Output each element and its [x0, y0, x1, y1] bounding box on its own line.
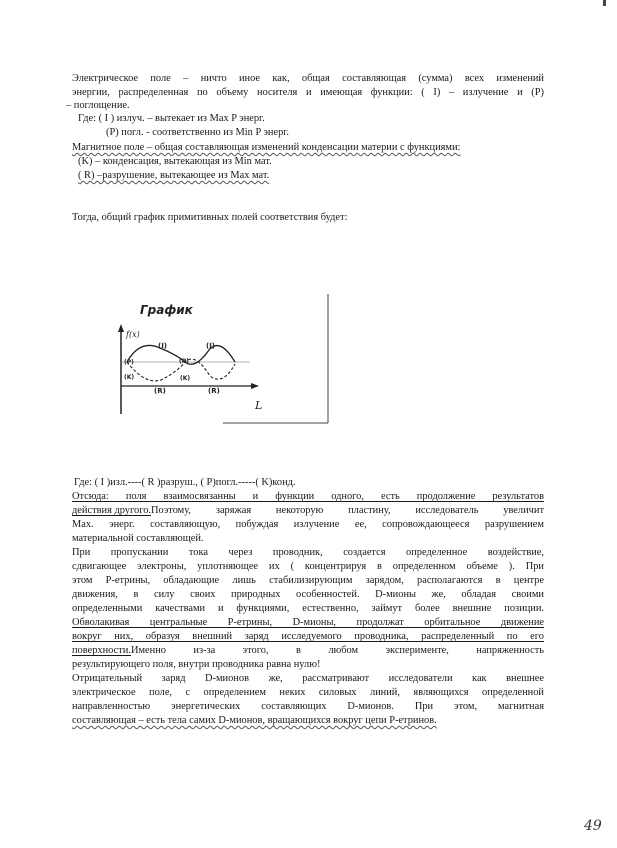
label-R: (R): [208, 387, 220, 395]
text-line: Отсюда: поля взаимосвязанны и функции одного, есть продолжение результатов: [72, 491, 544, 502]
y-axis-arrow: [118, 324, 124, 332]
text-line: Отрицательный заряд D-мионов же, рассматривают исследователи как внешнее: [72, 673, 544, 684]
label-I: (I): [206, 342, 216, 350]
text-line: составляющая – есть тела самих D-мионов, вращающихся вокруг цепи P-етринов.: [72, 715, 437, 726]
text-line: – поглощение.: [66, 100, 130, 111]
text-line: энергии, распределенная по объему носителя и имеющая функции: ( I) – излучение и (P): [72, 87, 544, 98]
label-K: (K): [124, 374, 135, 381]
text-line: вокруг них, образуя внешний заряд исследуемого проводника, распределенный по его: [72, 631, 544, 642]
text-line: ( R) –разрушение, вытекающее из Max мат.: [78, 170, 270, 181]
text-line: этом P-етрины, обладающие лишь стабилизирующим зарядом, располагаются в центре: [72, 575, 544, 586]
text-line: материальной составляющей.: [72, 533, 204, 544]
text-line: [72, 644, 544, 657]
graph-legend: Где: ( I )изл.----( R )разруш., ( P)погл.-----( K)конд.: [74, 477, 296, 488]
text-line: движения, в силу своих природных особенностей. D-мионы же, обладая своими: [72, 589, 544, 600]
label-K: (K): [180, 375, 191, 382]
text-line: сдвигающее электроны, уплотняющее их ( концентрируя в определенном объеме ). При: [72, 561, 544, 572]
text-line: Тогда, общий график примитивных полей соответствия будет:: [72, 212, 348, 223]
label-R: (R): [154, 387, 166, 395]
text-fragment: Именно из-за этого, в любом эксперименте, напряженность: [130, 645, 544, 656]
text-line: результирующего поля, внутри проводника равна нулю!: [72, 659, 321, 670]
label-I: (I): [158, 342, 168, 350]
x-axis-label: L: [255, 399, 263, 412]
text-line: направленностью энергетических составляющих D-мионов. При этом, магнитная: [72, 701, 544, 712]
text-line: определенными качествами и функциями, естественно, займут более внешние позиции.: [72, 603, 544, 614]
text-line: При пропускании тока через проводник, создается определенное воздействие,: [72, 547, 544, 558]
graph-figure: [105, 292, 337, 434]
text-line: электрическое поле, с определением неких силовых линий, являющихся определенной: [72, 687, 544, 698]
text-line: [72, 504, 544, 517]
label-P: (P): [179, 358, 189, 365]
text-line: Электрическое поле – ничто иное как, общая составляющая (сумма) всех изменений: [72, 73, 544, 84]
text-line: (P) погл. - соответственно из Min P энерг.: [106, 127, 289, 138]
underlined-phrase: поверхности.: [72, 645, 131, 656]
scan-corner-mark: [603, 0, 606, 6]
text-fragment: Поэтому, заряжая некоторую пластину, исследователь увеличит: [151, 505, 544, 516]
y-axis-label: f(x): [126, 330, 140, 339]
x-axis-arrow: [251, 383, 259, 389]
text-line: Max. энерг. составляющую, побуждая излучение ее, сопровождающееся разрушением: [72, 519, 544, 530]
text-line: Магнитное поле – общая составляющая изменений конденсации материи с функциями:: [72, 142, 461, 153]
text-line: Где: ( I ) излуч. – вытекает из Max P энерг.: [78, 113, 265, 124]
underlined-phrase: действия другого.: [72, 505, 151, 516]
label-P: (P): [124, 359, 134, 366]
text-line: Обволакивая центральные P-етрины, D-мионы, продолжат орбитальное движение: [72, 617, 544, 628]
page-number: 49: [584, 818, 602, 834]
text-line: (K) – конденсация, вытекающая из Min мат.: [78, 156, 272, 167]
graph-title: График: [140, 303, 193, 317]
